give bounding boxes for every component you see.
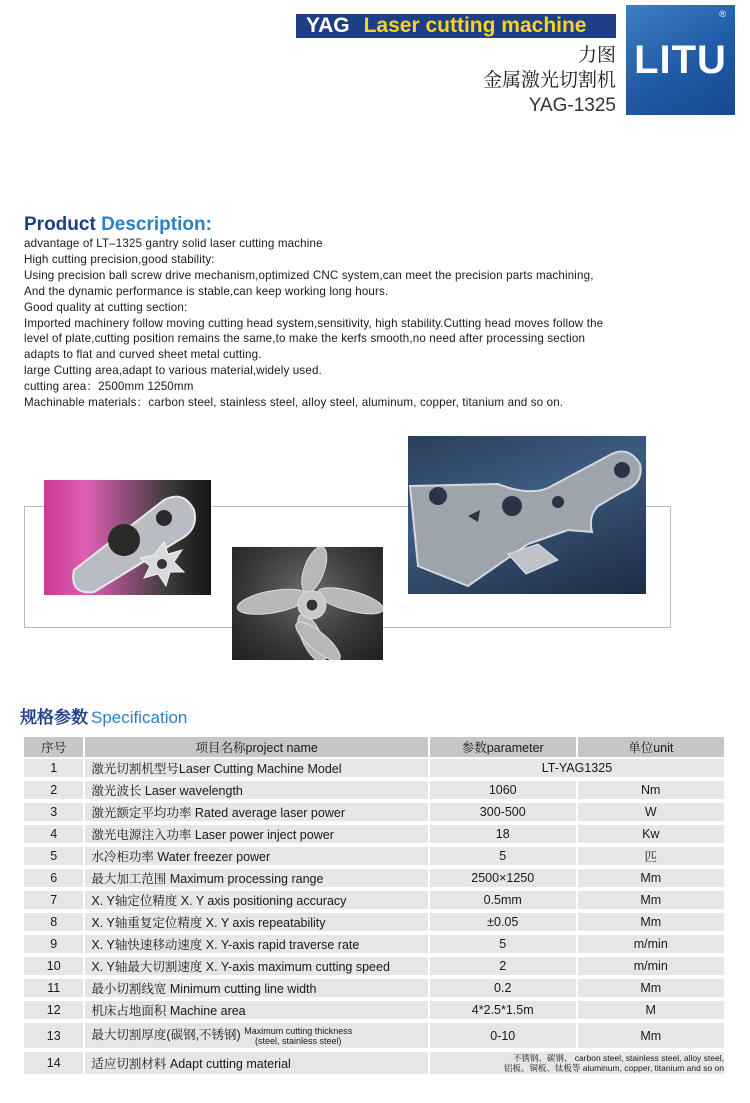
row-param: 5 (429, 845, 577, 867)
row-name: 激光电源注入功率 Laser power inject power (84, 823, 429, 845)
desc-line: And the dynamic performance is stable,can keep working long hours. (24, 284, 389, 298)
desc-line: level of plate,cutting position remains the same,to make the kerfs smooth,no need after processing section (24, 332, 586, 346)
row-no: 14 (23, 1050, 84, 1076)
desc-line: High cutting precision,good stability: (24, 252, 215, 266)
row-no: 5 (23, 845, 84, 867)
table-row (23, 955, 725, 977)
table-row (23, 823, 725, 845)
table-row (23, 779, 725, 801)
table-header-row (23, 736, 725, 758)
table-row (23, 758, 725, 779)
row-name: 机床占地面积 Machine area (84, 999, 429, 1021)
row-param: ±0.05 (429, 911, 577, 933)
row-unit: Kw (577, 823, 725, 845)
table-row (23, 801, 725, 823)
header-no: 序号 (23, 736, 84, 758)
row-name: X. Y轴快速移动速度 X. Y-axis rapid traverse rate (84, 933, 429, 955)
row-param: 4*2.5*1.5m (429, 999, 577, 1021)
desc-line: Good quality at cutting section: (24, 300, 188, 314)
row-name: 最大加工范围 Maximum processing range (84, 867, 429, 889)
row-name: X. Y轴最大切割速度 X. Y-axis maximum cutting speed (84, 955, 429, 977)
row-param: 5 (429, 933, 577, 955)
table-row (23, 845, 725, 867)
row-materials (429, 1050, 725, 1076)
registered-mark: ® (719, 9, 727, 19)
specification-table (22, 735, 726, 1078)
flower-part-photo (232, 547, 383, 660)
desc-line: Machinable materials：carbon steel, stainless steel, alloy steel, aluminum, copper, titanium and so on. (24, 396, 564, 410)
row-param: 0-10 (429, 1021, 577, 1050)
row-name-sub-1: Maximum cutting thickness (244, 1025, 353, 1036)
row-name: 适应切割材料 Adapt cutting material (84, 1050, 429, 1076)
row-unit: Mm (577, 867, 725, 889)
row-name-cell (84, 1021, 429, 1050)
row-param: LT-YAG1325 (429, 758, 725, 779)
title-highlight: Laser cutting machine (363, 14, 587, 37)
desc-line: large Cutting area,adapt to various material,widely used. (24, 364, 322, 378)
row-name: 最大切割厚度(碳钢,不锈钢) (91, 1028, 241, 1043)
row-param: 0.5mm (429, 889, 577, 911)
table-row (23, 1050, 725, 1076)
row-name-sub (244, 1026, 352, 1046)
steel-bracket-photo (408, 436, 646, 594)
litu-logo (626, 5, 735, 115)
product-description (24, 236, 724, 411)
row-name: X. Y轴定位精度 X. Y axis positioning accuracy (84, 889, 429, 911)
row-unit: m/min (577, 955, 725, 977)
row-name: 激光波长 Laser wavelength (84, 779, 429, 801)
row-unit: Mm (577, 977, 725, 999)
title-prefix: YAG (306, 14, 350, 37)
row-name: 激光切割机型号Laser Cutting Machine Model (84, 758, 429, 779)
table-row (23, 1021, 725, 1050)
row-name-sub-2: (steel, stainless steel) (254, 1035, 342, 1046)
brand-cn: 力图 (577, 45, 616, 66)
table-row (23, 999, 725, 1021)
spec-title-en: Specification (91, 708, 188, 727)
row-name: 水冷柜功率 Water freezer power (84, 845, 429, 867)
desc-line: cutting area：2500mm 1250mm (24, 380, 194, 394)
title-banner (296, 14, 616, 38)
product-cn: 金属激光切割机 (482, 70, 616, 91)
row-unit: m/min (577, 933, 725, 955)
materials-line-2: 铝板、铜板、钛板等 aluminum, copper, titanium and so on (503, 1063, 724, 1073)
row-param: 0.2 (429, 977, 577, 999)
model-number: YAG-1325 (528, 95, 616, 116)
materials-line-1: 不锈钢、碳钢、 carbon steel, stainless steel, alloy steel, (512, 1052, 724, 1063)
row-unit: M (577, 999, 725, 1021)
row-param: 2 (429, 955, 577, 977)
pd-title-a: Product (24, 214, 102, 235)
row-unit: Nm (577, 779, 725, 801)
row-no: 11 (23, 977, 84, 999)
laser-cut-plate-photo (44, 480, 211, 595)
row-unit: Mm (577, 911, 725, 933)
row-no: 6 (23, 867, 84, 889)
row-param: 1060 (429, 779, 577, 801)
row-unit: 匹 (577, 845, 725, 867)
pd-title-b: Description: (101, 214, 212, 235)
table-row (23, 977, 725, 999)
row-no: 4 (23, 823, 84, 845)
product-description-title (24, 214, 212, 236)
row-no: 2 (23, 779, 84, 801)
specification-title (20, 703, 187, 728)
row-unit: W (577, 801, 725, 823)
row-no: 13 (23, 1021, 84, 1050)
logo-text: LITU (634, 38, 727, 82)
table-row (23, 889, 725, 911)
row-unit: Mm (577, 1021, 725, 1050)
row-name: X. Y轴重复定位精度 X. Y axis repeatability (84, 911, 429, 933)
row-param: 300-500 (429, 801, 577, 823)
row-name: 激光额定平均功率 Rated average laser power (84, 801, 429, 823)
row-no: 1 (23, 758, 84, 779)
row-no: 10 (23, 955, 84, 977)
row-no: 8 (23, 911, 84, 933)
desc-line: Using precision ball screw drive mechanism,optimized CNC system,can meet the precision parts machining, (24, 268, 594, 282)
row-name: 最小切割线宽 Minimum cutting line width (84, 977, 429, 999)
desc-line: advantage of LT–1325 gantry solid laser cutting machine (24, 237, 323, 250)
table-row (23, 933, 725, 955)
table-row (23, 867, 725, 889)
header-project-name: 项目名称project name (84, 736, 429, 758)
row-param: 18 (429, 823, 577, 845)
desc-line: Imported machinery follow moving cutting head system,sensitivity, high stability.Cutting head moves follow the (24, 316, 604, 330)
row-no: 9 (23, 933, 84, 955)
row-no: 3 (23, 801, 84, 823)
table-row (23, 911, 725, 933)
spec-title-cn: 规格参数 (20, 708, 88, 727)
desc-line: adapts to flat and curved sheet metal cutting. (24, 348, 262, 362)
row-unit: Mm (577, 889, 725, 911)
header-unit: 单位unit (577, 736, 725, 758)
row-no: 12 (23, 999, 84, 1021)
row-no: 7 (23, 889, 84, 911)
header-parameter: 参数parameter (429, 736, 577, 758)
row-param: 2500×1250 (429, 867, 577, 889)
